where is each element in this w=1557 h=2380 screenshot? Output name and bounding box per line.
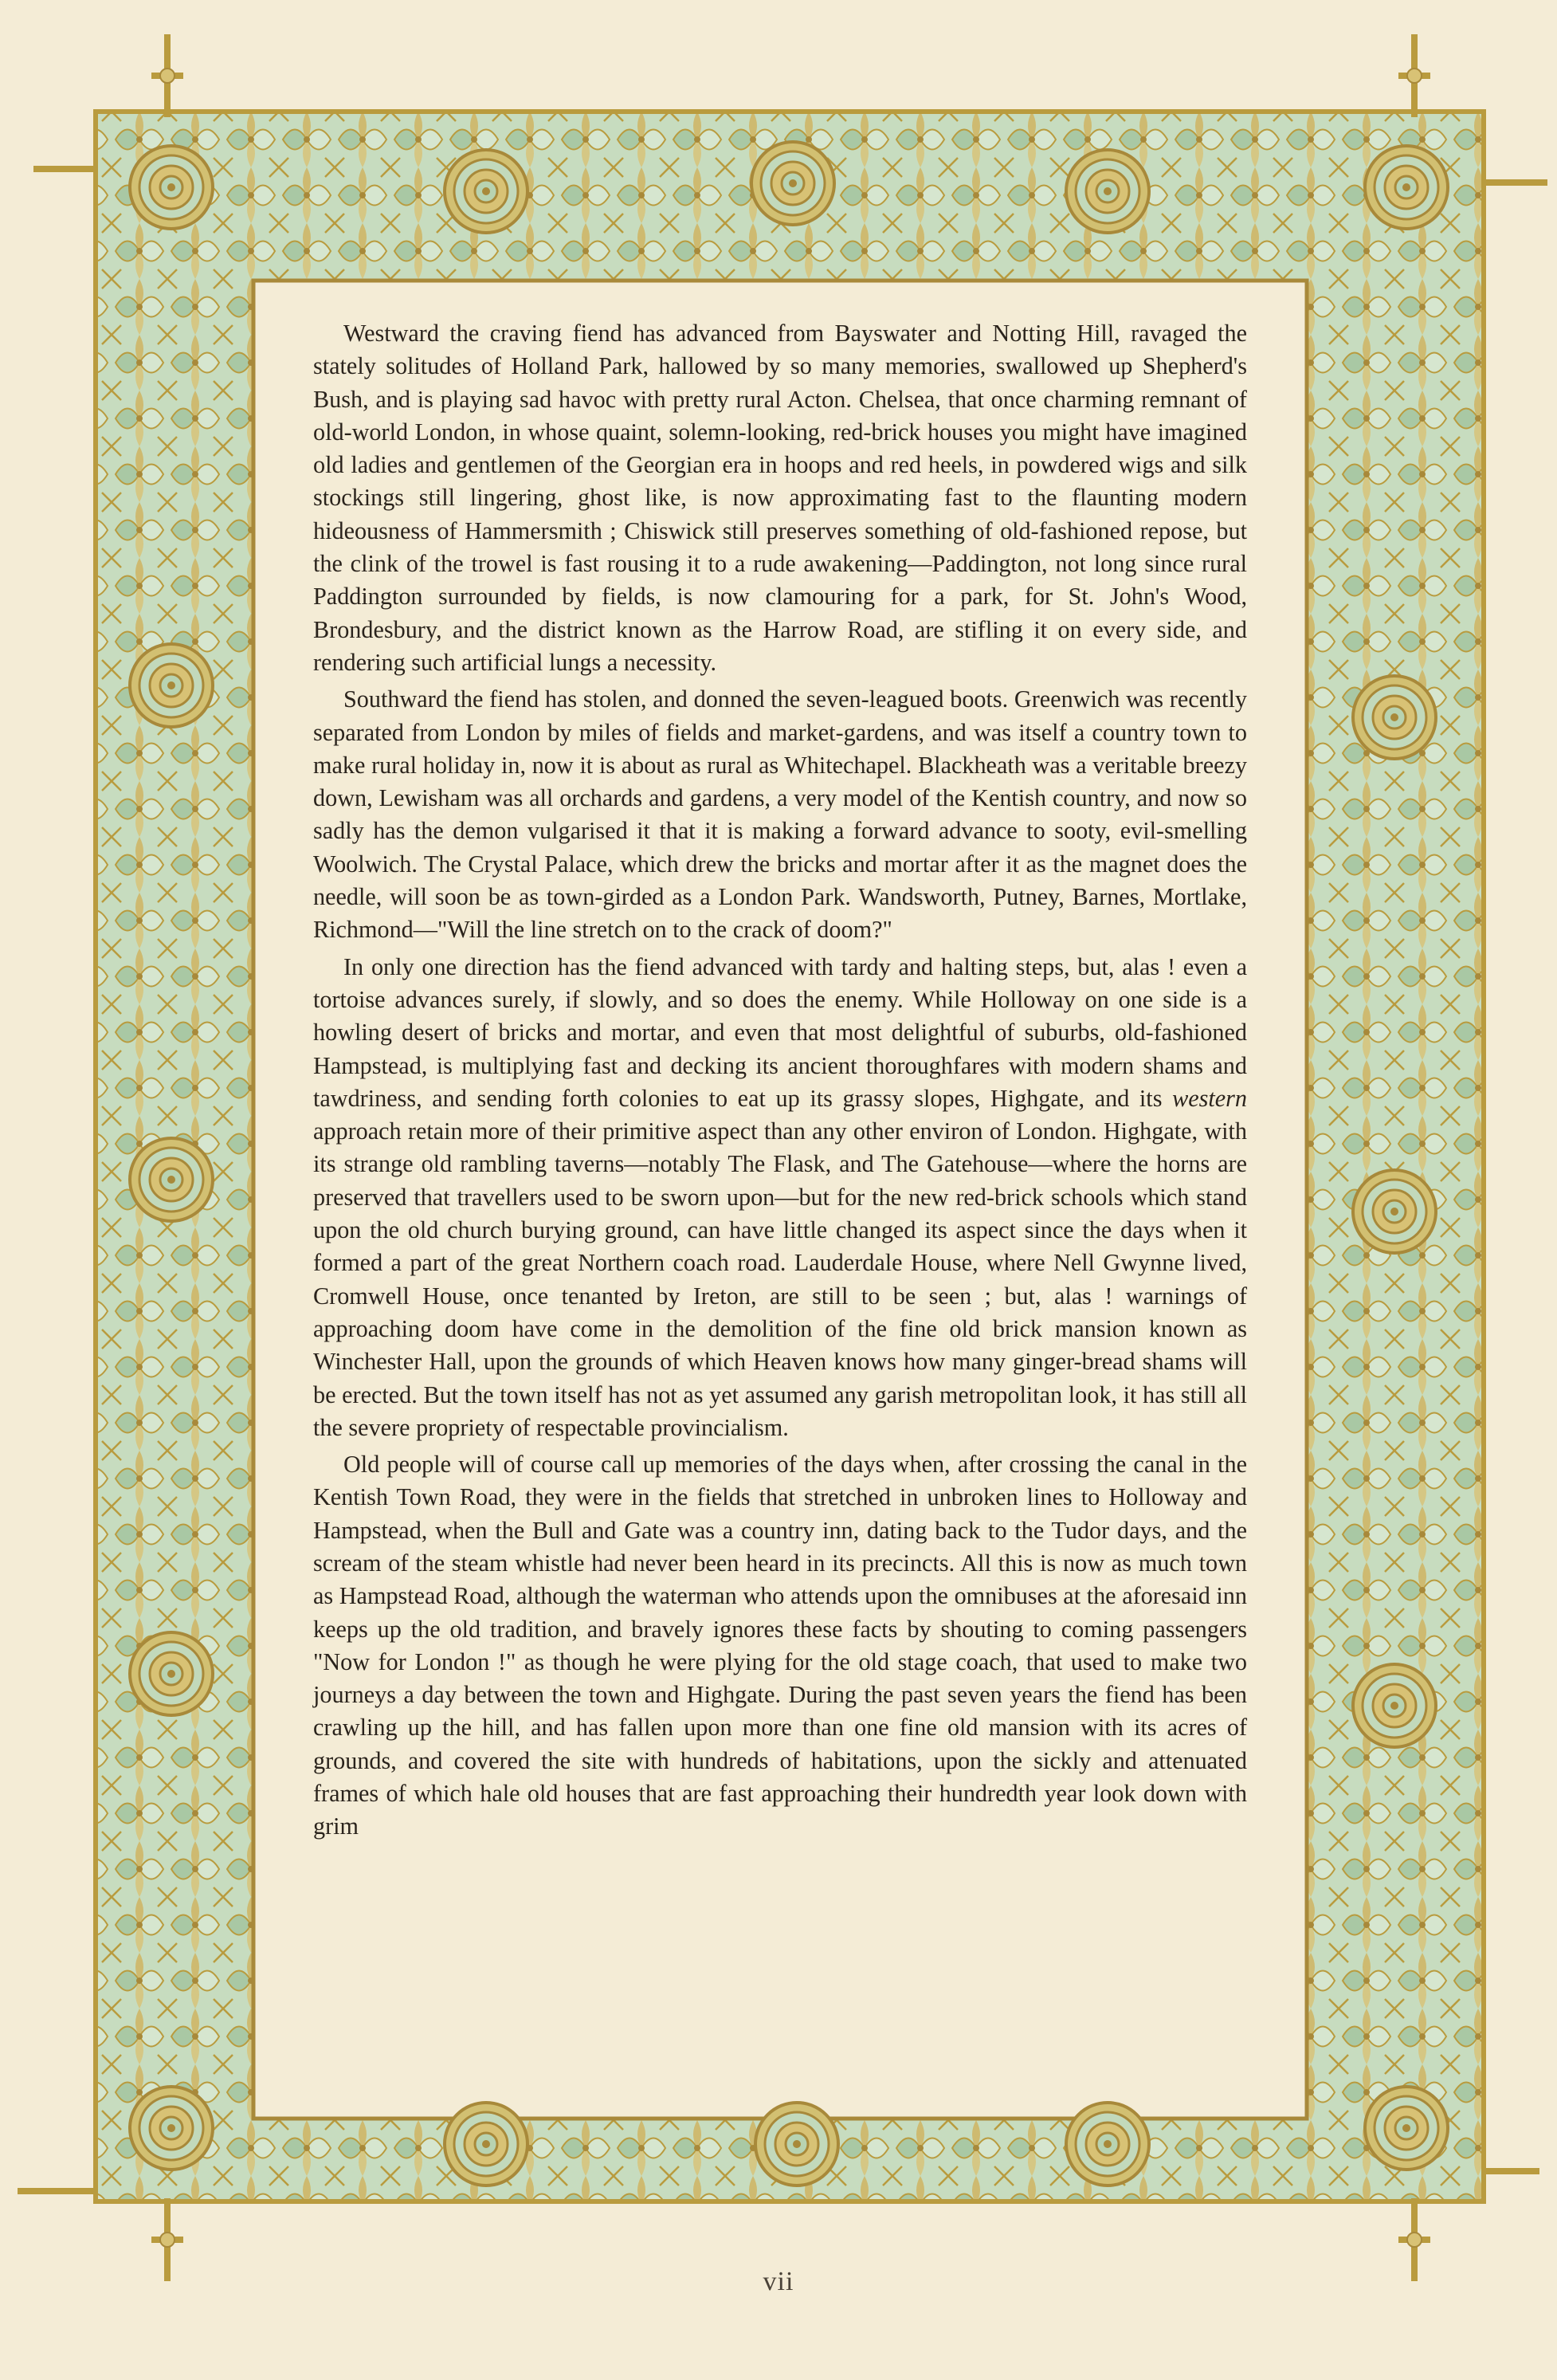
paragraph-1 xyxy=(313,317,1247,679)
paragraph-2 xyxy=(313,683,1247,946)
body-text xyxy=(313,317,1247,2077)
paragraph-3 xyxy=(313,951,1247,1444)
paragraph-3-text-b: approach retain more of their primitive aspect than any other environ of London. Highgate, with its strange old rambling taverns—notably The Flask, and The Gatehouse—where the horns are preserved that travellers used to be sworn upon—but for the new red-brick schools which stand upon the old church burying ground, can have little changed its aspect since the days when it formed a part of the great Northern coach road. Lauderdale House, where Nell Gwynne lived, Cromwell House, once tenanted by Ireton, are still to be seen ; but, alas ! warnings of approaching doom have come in the demolition of the fine old brick mansion known as Winchester Hall, upon the grounds of which Heaven knows how many ginger-bread shams will be erected. But the town itself has not as yet assumed any garish metropolitan look, it has still all the severe propriety of respectable provincialism. xyxy=(313,1117,1247,1441)
paragraph-4 xyxy=(313,1448,1247,1844)
paragraph-3-text-a: In only one direction has the fiend advanced with tardy and halting steps, but, alas ! even a tortoise advances surely, if slowly, and so does the enemy. While Holloway on one side is a howling desert of bricks and mortar, and even that most delightful of suburbs, old-fashioned Hampstead, is multiplying fast and decking its ancient thoroughfares with modern shams and tawdriness, and sending forth colonies to eat up its grassy slopes, Highgate, and its xyxy=(313,952,1247,1112)
paragraph-1-text: Westward the craving fiend has advanced from Bayswater and Notting Hill, ravaged the stately solitudes of Holland Park, hallowed by so many memories, swallowed up Shepherd's Bush, and is playing sad havoc with pretty rural Acton. Chelsea, that once charming remnant of old-world London, in whose quaint, solemn-looking, red-brick houses you might have imagined old ladies and gentlemen of the Georgian era in hoops and red heels, in powdered wigs and silk stockings still lingering, ghost like, is now approximating fast to the flaunting modern hideousness of Hammersmith ; Chiswick still preserves something of old-fashioned repose, but the clink of the trowel is fast rousing it to a rude awakening—Paddington, not long since rural Paddington surrounded by fields, is now clamouring for a park, for St. John's Wood, Brondesbury, and the district known as the Harrow Road, are stifling it on every side, and rendering such artificial lungs a necessity. xyxy=(313,320,1247,676)
paragraph-3-emphasis: western xyxy=(1172,1084,1247,1112)
paragraph-2-text: Southward the fiend has stolen, and donned the seven-leagued boots. Greenwich was recently separated from London by miles of fields and market-gardens, and was itself a country town to make rural holiday in, now it is about as rural as Whitechapel. Blackheath was a veritable breezy down, Lewisham was all orchards and gardens, a very model of the Kentish country, and now so sadly has the demon vulgarised it that it is making a forward advance to sooty, evil-smelling Woolwich. The Crystal Palace, which drew the bricks and mortar after it as the magnet does the needle, will soon be as town-girded as a London Park. Wandsworth, Putney, Barnes, Mortlake, Richmond—"Will the line stretch on to the crack of doom?" xyxy=(313,685,1247,944)
paragraph-4-text: Old people will of course call up memories of the days when, after crossing the canal in the Kentish Town Road, they were in the fields that stretched in unbroken lines to Holloway and Hampstead, when the Bull and Gate was a country inn, dating back to the Tudor days, and the scream of the steam whistle had never been heard in its precincts. All this is now as much town as Hampstead Road, although the waterman who attends upon the omnibuses at the aforesaid inn keeps up the old tradition, and bravely ignores these facts by shouting to coming passengers "Now for London !" as though he were plying for the old stage coach, that used to make two journeys a day between the town and Highgate. During the past seven years the fiend has been crawling up the hill, and has fallen upon more than one fine old mansion with its acres of grounds, and covered the site with hundreds of habitations, upon the sickly and attenuated frames of which hale old houses that are fast approaching their hundredth year look down with grim xyxy=(313,1451,1247,1840)
page-number: vii xyxy=(763,2267,794,2296)
